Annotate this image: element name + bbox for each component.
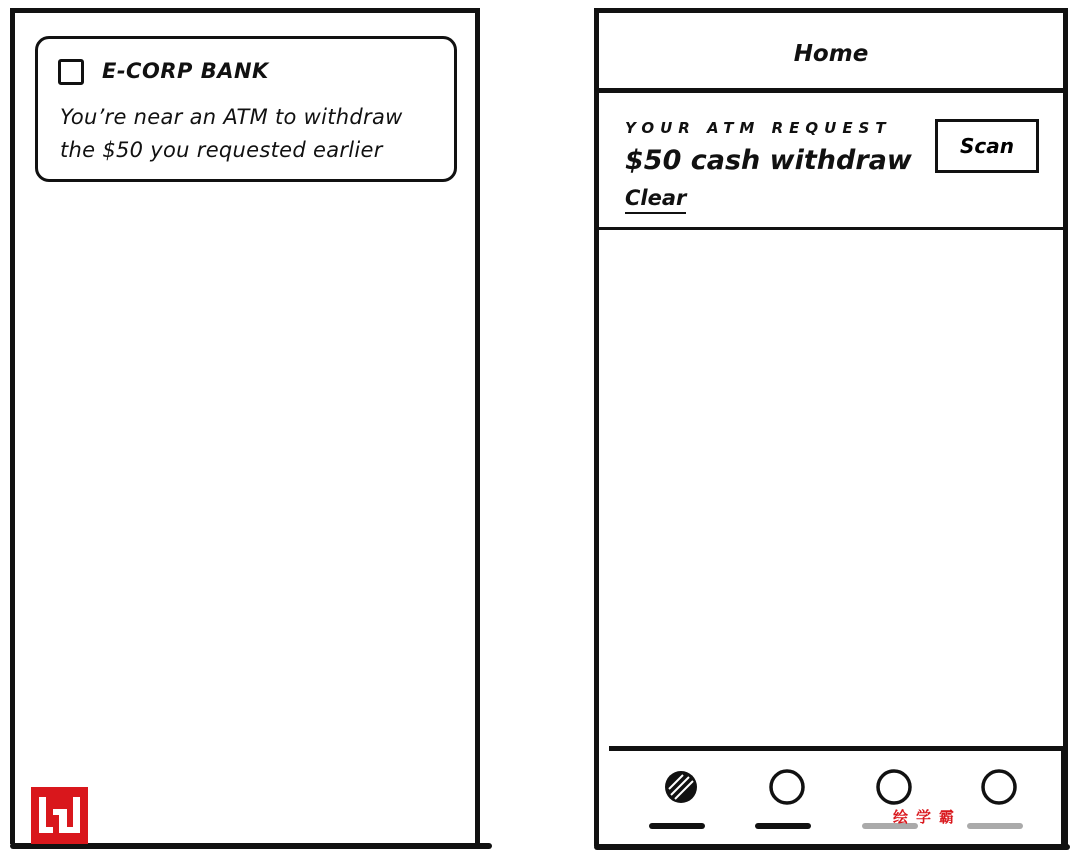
tab-3[interactable]	[862, 769, 922, 839]
notification-app-name: E-CORP BANK	[102, 59, 269, 83]
scan-button[interactable]: Scan	[935, 119, 1039, 173]
w-logo-icon	[31, 787, 88, 844]
tab-2[interactable]	[755, 769, 815, 839]
atm-request-amount: $50 cash withdraw	[625, 145, 912, 176]
bank-notification[interactable]	[35, 36, 457, 182]
right-phone-frame	[594, 8, 1068, 846]
clear-link[interactable]: Clear	[625, 186, 686, 214]
circle-icon	[874, 769, 914, 809]
tab-indicator	[755, 823, 811, 829]
tab-4[interactable]	[967, 769, 1027, 839]
atm-request-card	[599, 93, 1063, 230]
notification-message: You’re near an ATM to withdraw the $50 you requested earlier	[60, 105, 403, 162]
bank-app-icon	[58, 59, 84, 85]
app-header	[599, 13, 1063, 93]
page-title: Home	[793, 41, 869, 67]
tab-bar	[609, 746, 1065, 846]
circle-icon	[979, 769, 1019, 809]
tab-home[interactable]	[649, 769, 709, 839]
filled-circle-icon	[661, 769, 701, 809]
right-phone-bottom-edge	[594, 844, 1070, 850]
watermark-text: 绘学霸	[893, 808, 963, 826]
circle-icon	[767, 769, 807, 809]
tab-indicator	[967, 823, 1023, 829]
atm-request-caption: YOUR ATM REQUEST	[625, 119, 892, 137]
tab-indicator	[649, 823, 705, 829]
